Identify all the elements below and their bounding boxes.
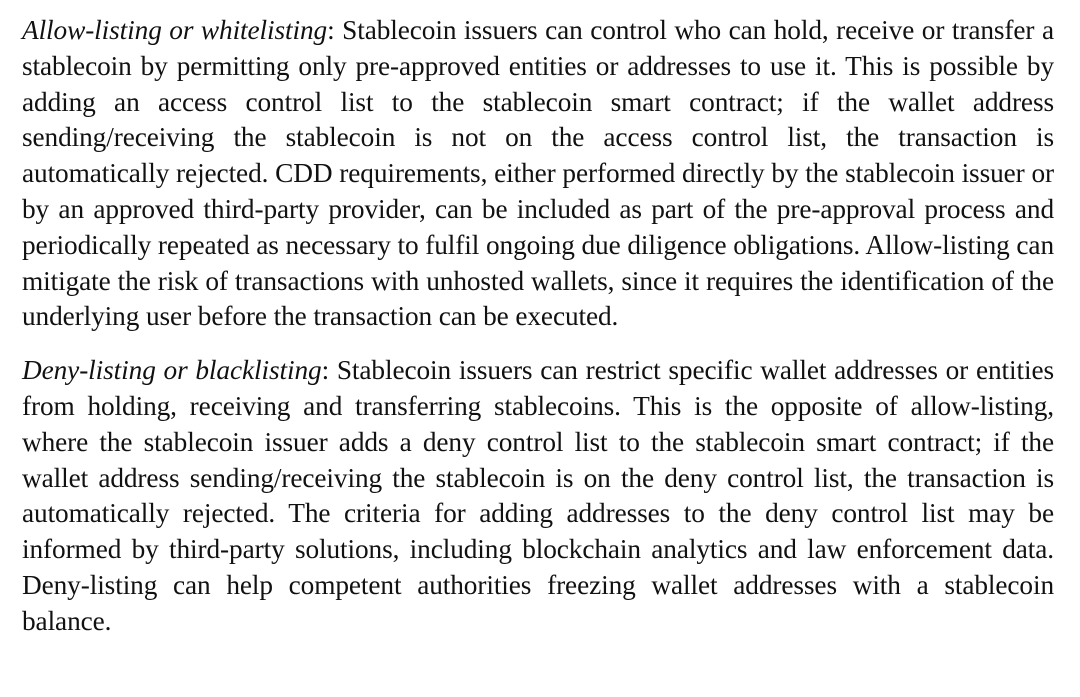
deny-listing-text: : Stablecoin issuers can restrict specific wallet addresses or entities from holding, receiving and transferring stablecoins. This is the opposite of allow-listing, where the stablecoin issuer adds a deny control list to the stablecoin smart contract; if the wallet address sending/receiving the stablecoin is on the deny control list, the transaction is automatically rejected. The criteria for adding addresses to the deny control list may be informed by third-party solutions, including blockchain analytics and law enforcement data. Deny-listing can help competent authorities freezing wallet addresses with a stablecoin balance. (22, 355, 1054, 636)
allow-listing-paragraph (22, 13, 1054, 335)
allow-listing-term: Allow-listing or whitelisting (22, 15, 328, 45)
deny-listing-term: Deny-listing or blacklisting (22, 355, 322, 386)
deny-listing-paragraph (22, 353, 1054, 639)
allow-listing-text: : Stablecoin issuers can control who can hold, receive or transfer a stablecoin by permitting only pre-approved entities or addresses to use it. This is possible by adding an access control list to the stablecoin smart contract; if the wallet address sending/receiving the stablecoin is not on the access control list, the transaction is automatically rejected. CDD requirements, either performed directly by the stablecoin issuer or by an approved third-party provider, can be included as part of the pre-approval process and periodically repeated as necessary to fulfil ongoing due diligence obligations. Allow-listing can mitigate the risk of transactions with unhosted wallets, since it requires the identification of the underlying user before the transaction can be executed. (22, 15, 1054, 332)
